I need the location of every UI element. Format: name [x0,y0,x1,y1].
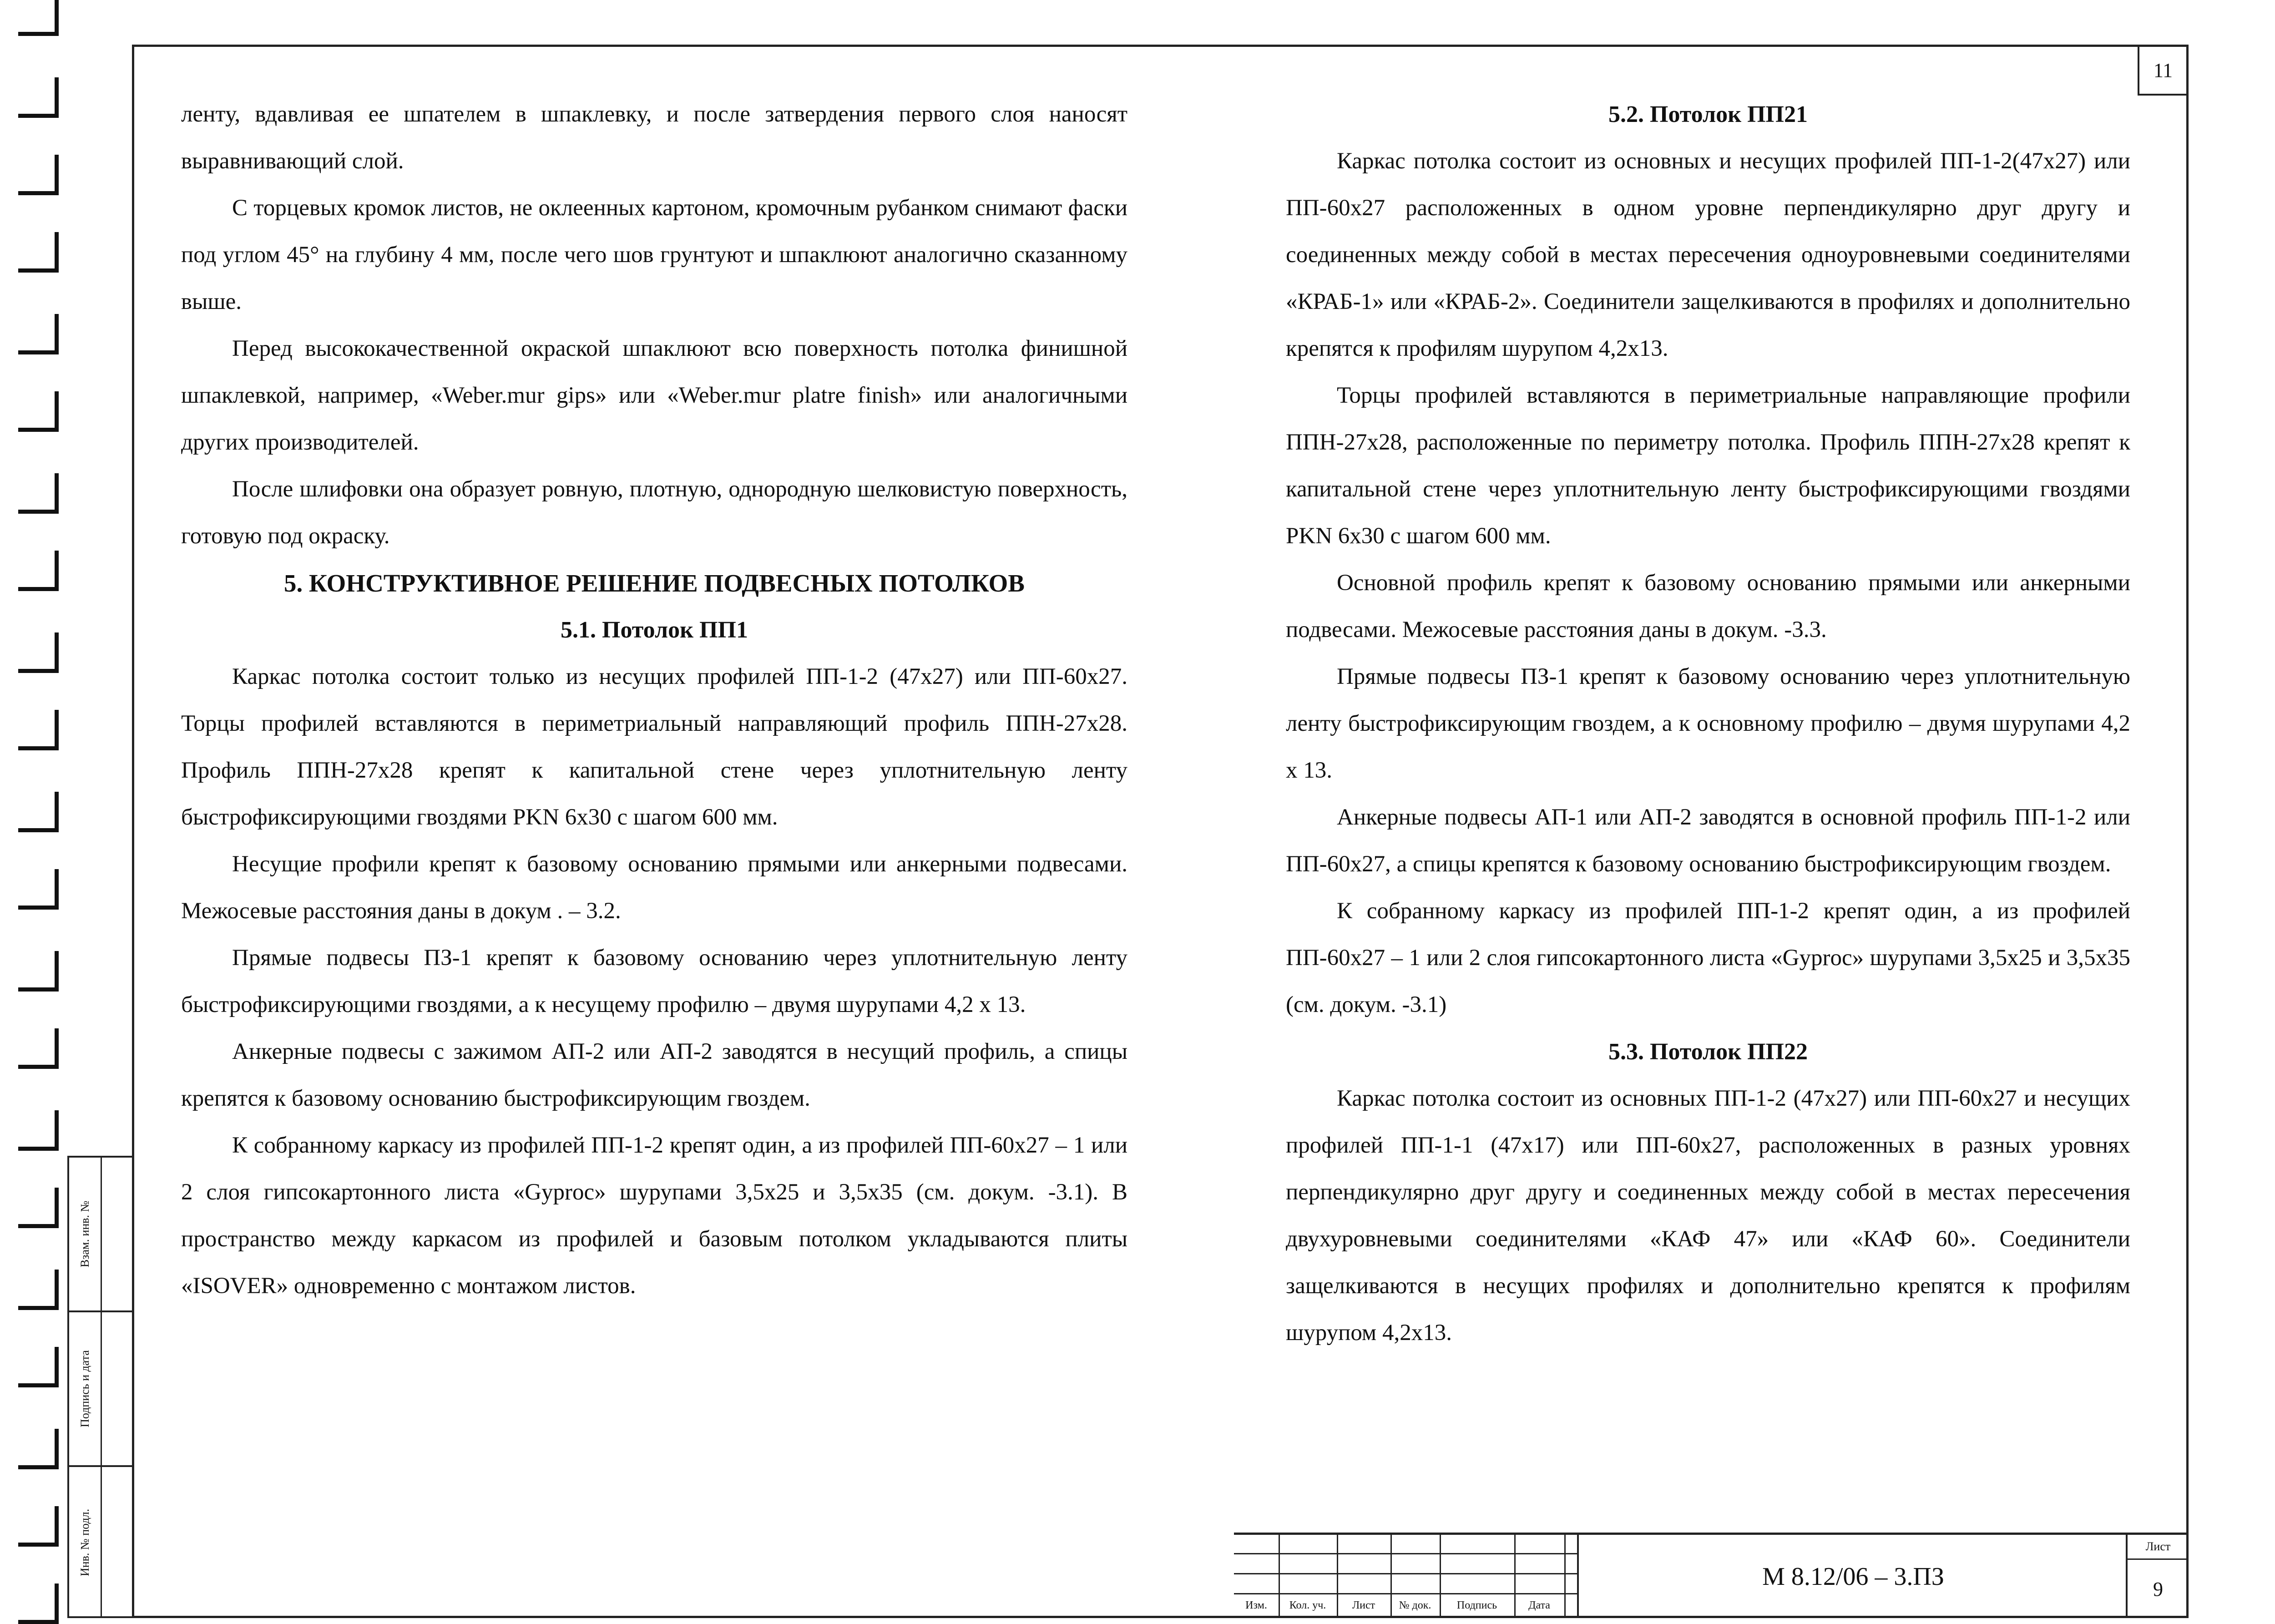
side-stamp [67,1156,133,1618]
binding-mark [18,77,59,118]
paragraph: Анкерные подвесы АП-1 или АП-2 заводятся в основной профиль ПП-1-2 или ПП-60х27, а спицы крепятся к базовому основанию быстрофиксирующим гвоздем. [1286,804,2130,877]
header-izm: Изм. [1245,1599,1267,1611]
paragraph: Прямые подвесы ПЗ-1 крепят к базовому основанию через уплотнительную ленту быстрофиксирующим гвоздем, а к основному профилю – двумя шурупами 4,2 х 13. [1286,664,2130,783]
binding-mark [18,232,59,273]
left-column [181,91,1127,1310]
binding-mark [18,1028,59,1069]
binding-mark [18,1506,59,1547]
binding-mark [18,391,59,432]
binding-mark [18,473,59,514]
sheet-number: 9 [2153,1578,2163,1600]
subsection-heading: 5.3. Потолок ПП22 [1608,1039,1808,1065]
side-stamp-label: Инв. № подл. [78,1508,91,1577]
paragraph: Каркас потолка состоит из основных и несущих профилей ПП-1-2(47х27) или ПП-60х27 расположенных в одном уровне перпендикулярно друг другу и соединенных между собой в местах пересечения одноуровневыми соединителями «КРАБ-1» или «КРАБ-2». Соединители защелкиваются в профилях и дополнительно крепятся к профилям шурупом 4,2х13. [1286,148,2130,361]
binding-mark [18,1347,59,1387]
binding-mark [18,551,59,591]
binding-mark [18,314,59,354]
side-stamp-label-box [69,1158,102,1310]
paragraph: Анкерные подвесы с зажимом АП-2 или АП-2 заводятся в несущий профиль, а спицы крепятся к базовому основанию быстрофиксирующим гвоздем. [181,1039,1127,1111]
header-doc-no: № док. [1399,1599,1431,1611]
paragraph: Основной профиль крепят к базовому основанию прямыми или анкерными подвесами. Межосевые расстояния даны в докум. -3.3. [1286,570,2130,643]
right-column [1286,91,2130,1356]
binding-mark [18,155,59,195]
binding-mark [18,1110,59,1151]
binding-mark [18,792,59,832]
revision-table [1234,1535,1577,1618]
header-signature: Подпись [1456,1599,1497,1611]
section-heading: 5. КОНСТРУКТИВНОЕ РЕШЕНИЕ ПОДВЕСНЫХ ПОТОЛКОВ [284,569,1025,597]
side-stamp-label-box [69,1312,102,1465]
binding-mark [18,951,59,992]
header-date: Дата [1528,1599,1550,1611]
binding-marks [0,0,68,1623]
side-stamp-cell [69,1467,133,1618]
binding-mark [18,869,59,910]
document-code-text: М 8.12/06 – 3.ПЗ [1762,1562,1944,1591]
sheet-label: Лист [2128,1535,2189,1560]
paragraph: Каркас потолка состоит из основных ПП-1-2 (47х27) или ПП-60х27 и несущих профилей ПП-1-1 (47х17) или ПП-60х27, расположенных в разных уровнях перпендикулярно друг другу и соединенных между собой в местах пересечения двухуровневыми соединителями «КАФ 47» или «КАФ 60». Соединители защелкиваются в несущих профилях и дополнительно крепятся к профилям шурупом 4,2х13. [1286,1086,2130,1346]
sheet-cell [2126,1535,2189,1618]
paragraph: Каркас потолка состоит только из несущих профилей ПП-1-2 (47х27) или ПП-60х27. Торцы профилей вставляются в периметриальный направляющий профиль ППН-27х28. Профиль ППН-27х28 крепят к капитальной стене через уплотнительную ленту быстрофиксирующими гвоздями PKN 6х30 с шагом 600 мм. [181,664,1127,830]
paragraph: Перед высококачественной окраской шпаклюют всю поверхность потолка финишной шпаклевкой, например, «Weber.mur gips» или «Weber.mur platre finish» или аналогичными других производителей. [181,336,1127,455]
paragraph: С торцевых кромок листов, не оклеенных картоном, кромочным рубанком снимают фаски под углом 45° на глубину 4 мм, после чего шов грунтуют и шпаклюют аналогично сказанному выше. [181,195,1127,314]
binding-mark [18,1429,59,1469]
page-number-box [2138,45,2189,96]
side-stamp-label-box [69,1467,102,1618]
header-list: Лист [1352,1599,1375,1611]
binding-mark [18,1584,59,1624]
paragraph: ленту, вдавливая ее шпателем в шпаклевку, и после затвердения первого слоя наносят выравнивающий слой. [181,101,1127,174]
subsection-heading: 5.1. Потолок ПП1 [561,617,748,643]
title-block [1234,1533,2189,1618]
binding-mark [18,1270,59,1310]
binding-mark [18,632,59,673]
paragraph: После шлифовки она образует ровную, плотную, однородную шелковистую поверхность, готовую под окраску. [181,476,1127,549]
side-stamp-cell [69,1158,133,1312]
side-stamp-label: Взам. инв. № [78,1200,91,1268]
paragraph: Торцы профилей вставляются в периметриальные направляющие профили ППН-27х28, расположенные по периметру потолка. Профиль ППН-27х28 крепят к капитальной стене через уплотнительную ленту быстрофиксирующими гвоздями PKN 6х30 с шагом 600 мм. [1286,383,2130,549]
page-number: 11 [2153,59,2173,81]
binding-mark [18,710,59,750]
header-kol-uch: Кол. уч. [1289,1599,1326,1611]
subsection-heading: 5.2. Потолок ПП21 [1608,101,1808,127]
paragraph: К собранному каркасу из профилей ПП-1-2 крепят один, а из профилей ПП-60х27 – 1 или 2 слоя гипсокартонного листа «Gyproc» шурупами 3,5х25 и 3,5х35 (см. докум. -3.1). В пространство между каркасом из профилей и базовым потолком укладываются плиты «ISOVER» одновременно с монтажом листов. [181,1133,1127,1299]
binding-mark [18,1188,59,1228]
binding-mark [18,0,59,36]
paragraph: Прямые подвесы ПЗ-1 крепят к базовому основанию через уплотнительную ленту быстрофиксирующими гвоздями, а к несущему профилю – двумя шурупами 4,2 х 13. [181,945,1127,1017]
paragraph: Несущие профили крепят к базовому основанию прямыми или анкерными подвесами. Межосевые расстояния даны в докум . – 3.2. [181,851,1127,924]
paragraph: К собранному каркасу из профилей ПП-1-2 крепят один, а из профилей ПП-60х27 – 1 или 2 слоя гипсокартонного листа «Gyproc» шурупами 3,5х25 и 3,5х35 (см. докум. -3.1) [1286,898,2130,1017]
side-stamp-cell [69,1312,133,1467]
side-stamp-label: Подпись и дата [78,1350,91,1427]
document-code [1577,1535,2128,1618]
